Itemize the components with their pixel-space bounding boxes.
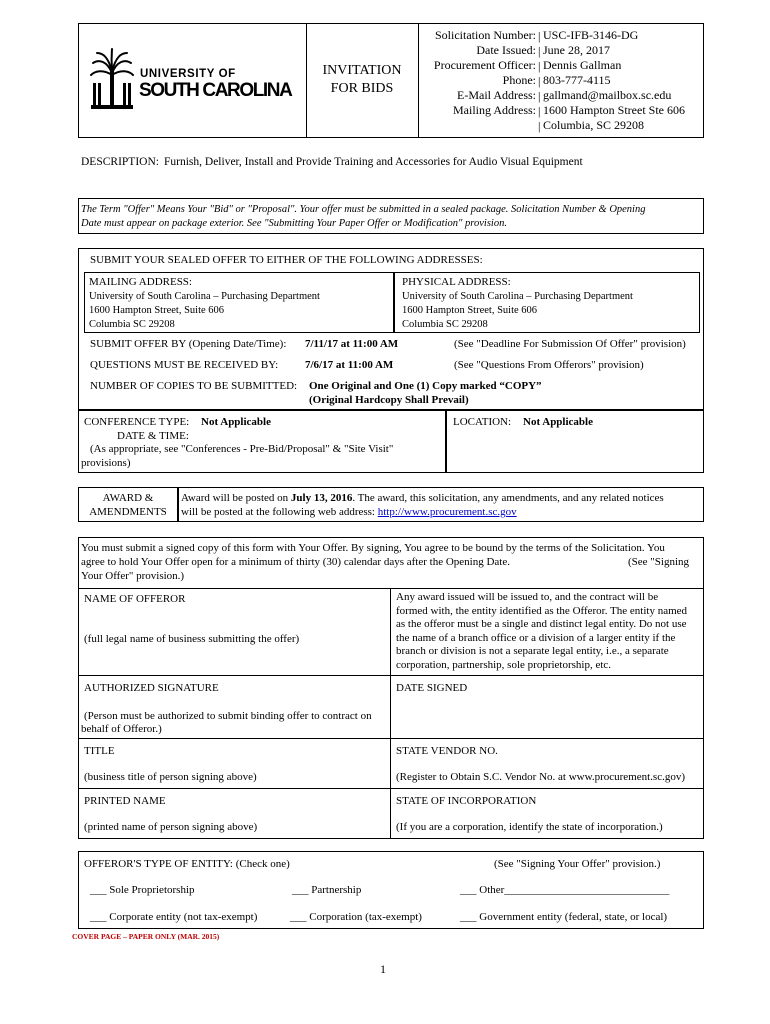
field-label: Solicitation Number: <box>435 28 536 42</box>
conference-note: (As appropriate, see "Conferences - Pre-Bid/Proposal" & "Site Visit" <box>90 443 394 455</box>
award-entity-note-line: Any award issued will be issued to, and the contract will be <box>396 591 659 603</box>
questions-note: (See "Questions From Offerors" provision) <box>454 359 644 371</box>
authorized-signature-hint: behalf of Offeror.) <box>81 723 162 735</box>
submit-by-value: 7/11/17 at 11:00 AM <box>305 338 399 350</box>
field-label: Date Issued: <box>476 43 536 57</box>
entity-type-label: OFFEROR'S TYPE OF ENTITY: (Check one) <box>84 858 290 870</box>
date-signed-label[interactable]: DATE SIGNED <box>396 682 468 694</box>
offeror-name-label[interactable]: NAME OF OFFEROR <box>84 593 186 605</box>
field-label: Procurement Officer: <box>433 58 536 72</box>
field-value: Dennis Gallman <box>543 58 622 72</box>
printed-name-hint: (printed name of person signing above) <box>84 821 258 833</box>
award-text <box>181 492 664 505</box>
vendor-number-hint: (Register to Obtain S.C. Vendor No. at www.procurement.sc.gov) <box>396 771 686 783</box>
field-value: 1600 Hampton Street Ste 606 <box>543 103 685 117</box>
questions-label: QUESTIONS MUST BE RECEIVED BY: <box>90 359 279 371</box>
row-divider <box>78 588 704 589</box>
entity-option-sole-proprietorship[interactable]: ___ Sole Proprietorship <box>90 884 195 896</box>
row-divider <box>78 675 704 676</box>
award-text-post: . The award, this solicitation, any amendments, and any related notices <box>352 492 664 504</box>
description-label: DESCRIPTION: <box>81 156 159 168</box>
page-number: 1 <box>380 962 386 976</box>
printed-name-label[interactable]: PRINTED NAME <box>84 795 166 807</box>
field-label: Phone: <box>502 73 536 87</box>
field-label: Mailing Address: <box>453 103 536 117</box>
conference-note: provisions) <box>81 457 131 469</box>
award-entity-note-line: corporation, partnership, sole proprietorship, etc. <box>396 658 612 671</box>
conference-type-label: CONFERENCE TYPE: <box>84 416 190 428</box>
award-date: July 13, 2016 <box>290 492 353 504</box>
copies-value: One Original and One (1) Copy marked “COPY” <box>309 380 542 392</box>
entity-option-other[interactable]: ___ Other______________________________ <box>460 884 670 896</box>
entity-option-corporation-tax-exempt[interactable]: ___ Corporation (tax-exempt) <box>290 911 422 923</box>
award-web-label: will be posted at the following web address: <box>181 506 375 518</box>
signing-intro: (See "Signing <box>628 556 690 568</box>
entity-option-government[interactable]: ___ Government entity (federal, state, or local) <box>460 911 668 923</box>
copies-note: (Original Hardcopy Shall Prevail) <box>309 394 469 406</box>
physical-address-line: University of South Carolina – Purchasing Department <box>402 291 633 302</box>
award-entity-note-line: the name of a branch office or a division of a larger entity if the <box>396 631 676 644</box>
offer-note-line: The Term "Offer" Means Your "Bid" or "Proposal". Your offer must be submitted in a sealed package. Solicitation Number & Opening <box>81 204 646 215</box>
field-value: 803-777-4115 <box>543 73 611 87</box>
incorporation-hint: (If you are a corporation, identify the state of incorporation.) <box>396 821 663 833</box>
mailing-address-line: MAILING ADDRESS: <box>89 276 192 288</box>
award-label: AWARD & <box>102 492 154 504</box>
copies-label: NUMBER OF COPIES TO BE SUBMITTED: <box>90 380 298 392</box>
description-text: Furnish, Deliver, Install and Provide Training and Accessories for Audio Visual Equipment <box>164 156 583 168</box>
award-text-pre: Award will be posted on <box>181 492 289 504</box>
authorized-signature-hint: (Person must be authorized to submit binding offer to contract on <box>84 710 372 722</box>
title-label[interactable]: TITLE <box>84 745 115 757</box>
questions-value: 7/6/17 at 11:00 AM <box>305 359 394 371</box>
award-label: AMENDMENTS <box>89 506 167 518</box>
field-value: USC-IFB-3146-DG <box>543 28 639 42</box>
field-separator: | | | | | | | <box>538 29 541 133</box>
physical-address-line: 1600 Hampton Street, Suite 606 <box>402 305 538 316</box>
field-value: Columbia, SC 29208 <box>543 118 645 132</box>
field-label: E-Mail Address: <box>457 88 536 102</box>
row-divider <box>78 788 704 789</box>
title-hint: (business title of person signing above) <box>84 771 257 783</box>
mailing-address-line: 1600 Hampton Street, Suite 606 <box>89 305 225 316</box>
submit-by-note: (See "Deadline For Submission Of Offer" provision) <box>454 338 686 350</box>
page-title: INVITATION <box>322 63 402 78</box>
incorporation-label[interactable]: STATE OF INCORPORATION <box>396 795 537 807</box>
row-divider <box>78 738 704 739</box>
signing-intro: Your Offer" provision.) <box>81 570 185 582</box>
submit-by-label: SUBMIT OFFER BY (Opening Date/Time): <box>90 338 287 350</box>
field-value: gallmand@mailbox.sc.edu <box>543 88 672 102</box>
mailing-address-line: Columbia SC 29208 <box>89 319 175 330</box>
offeror-name-hint: (full legal name of business submitting the offer) <box>84 633 300 645</box>
location-label: LOCATION: <box>453 416 512 428</box>
entity-option-partnership[interactable]: ___ Partnership <box>292 884 362 896</box>
award-entity-note-line: formed with, the entity identified as the Offeror. The entity named <box>396 604 688 617</box>
procurement-link[interactable]: http://www.procurement.sc.gov <box>377 506 517 518</box>
signing-intro: agree to hold Your Offer open for a minimum of thirty (30) calendar days after the Opening Date. <box>81 556 510 568</box>
conference-type-value: Not Applicable <box>201 416 271 428</box>
logo-text-line1: UNIVERSITY OF <box>140 68 236 80</box>
award-entity-note <box>396 591 702 672</box>
palmetto-tree-icon <box>89 47 135 113</box>
award-entity-note-line: branch or division is not a separate legal entity, i.e., a separate <box>396 645 669 657</box>
authorized-signature-label[interactable]: AUTHORIZED SIGNATURE <box>84 682 219 694</box>
logo-text-line2: SOUTH CAROLINA <box>139 80 292 101</box>
physical-address-line: Columbia SC 29208 <box>402 319 488 330</box>
entity-option-corporate-entity[interactable]: ___ Corporate entity (not tax-exempt) <box>90 911 258 923</box>
cover-page-footer: COVER PAGE – PAPER ONLY (MAR. 2015) <box>72 932 220 941</box>
column-divider <box>390 588 391 839</box>
field-value: June 28, 2017 <box>543 43 610 57</box>
mailing-address-line: University of South Carolina – Purchasing Department <box>89 291 320 302</box>
conference-datetime-label: DATE & TIME: <box>117 430 189 442</box>
entity-type-note: (See "Signing Your Offer" provision.) <box>494 858 661 870</box>
physical-address-line: PHYSICAL ADDRESS: <box>402 276 511 288</box>
award-text-line2 <box>181 506 517 519</box>
award-entity-note-line: as the offeror must be a single and distinct legal entity. Do not use <box>396 618 687 630</box>
submit-heading: SUBMIT YOUR SEALED OFFER TO EITHER OF THE FOLLOWING ADDRESSES: <box>90 254 483 266</box>
vendor-number-label[interactable]: STATE VENDOR NO. <box>396 745 498 757</box>
offer-note-line: Date must appear on package exterior. See "Submitting Your Paper Offer or Modification" provision. <box>81 218 507 229</box>
signing-intro: You must submit a signed copy of this form with Your Offer. By signing, You agree to be bound by the terms of the Solicitation. You <box>81 542 665 554</box>
location-value: Not Applicable <box>523 416 593 428</box>
page-subtitle: FOR BIDS <box>330 81 394 96</box>
